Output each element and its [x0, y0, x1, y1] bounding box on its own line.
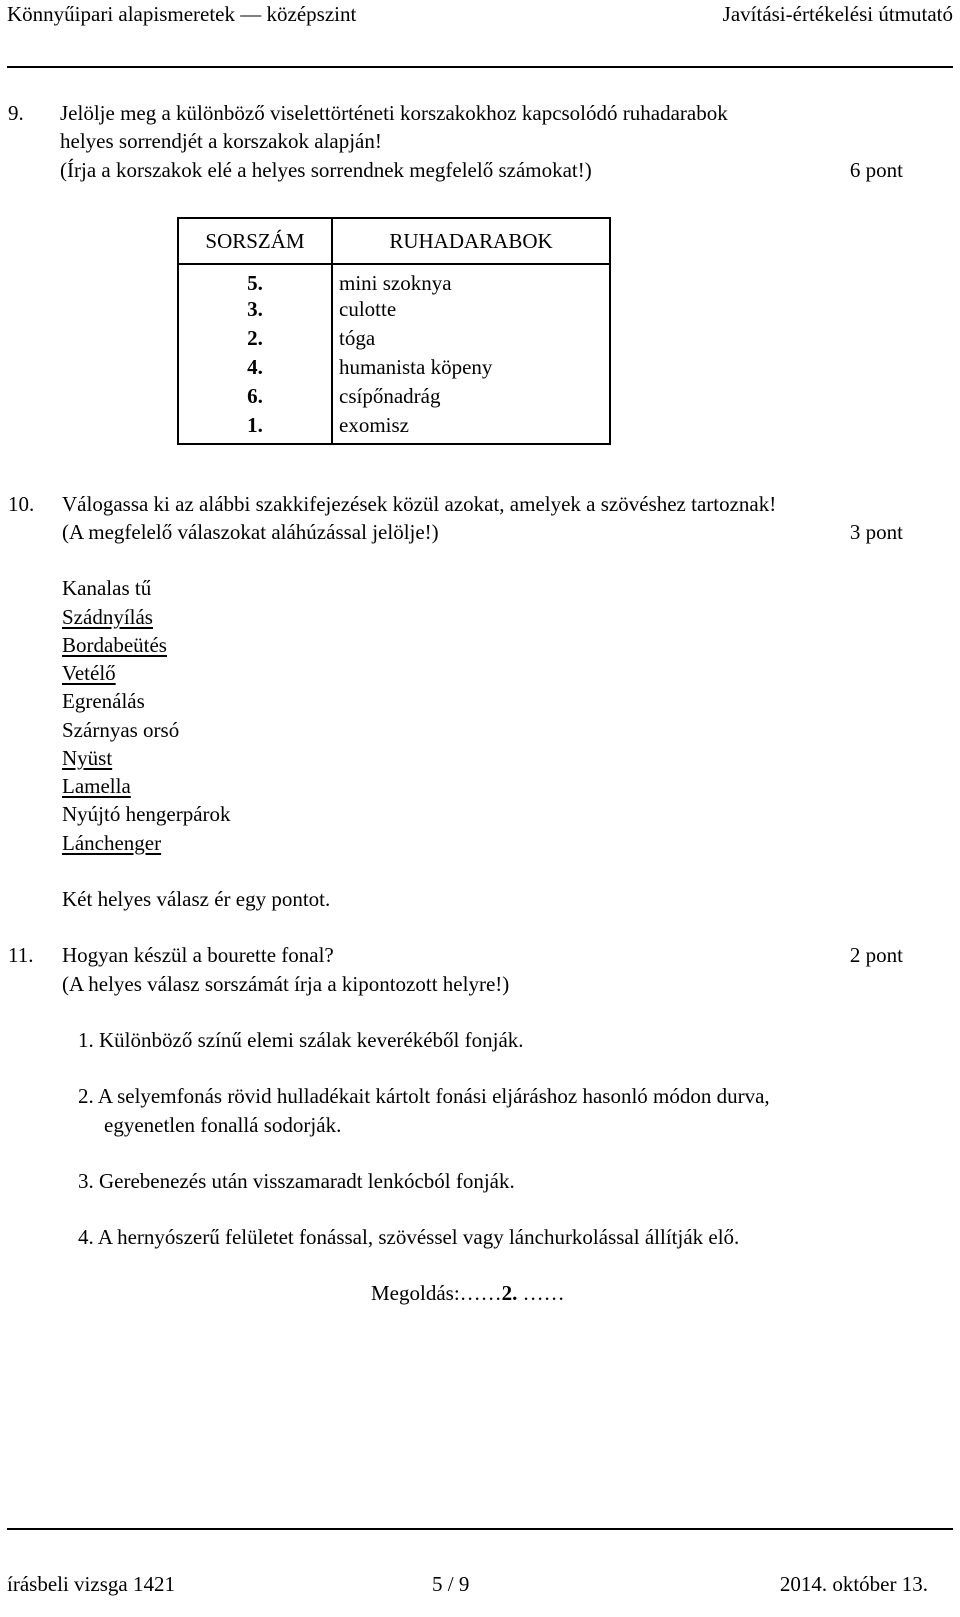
option-2-line2: egyenetlen fonallá sodorják.	[104, 1113, 342, 1137]
footer-center: 5 / 9	[432, 1572, 470, 1596]
row-number: 5.	[178, 264, 332, 295]
option-4: 4. A hernyószerű felületet fonással, szövéssel vagy lánchurkolással állítják elő.	[78, 1225, 740, 1249]
term-item-underlined: Szádnyílás	[62, 605, 153, 629]
header-rule	[7, 66, 953, 68]
table-row	[178, 295, 610, 324]
header-left: Könnyűipari alapismeretek — középszint	[7, 2, 357, 26]
solution-label: Megoldás:……	[371, 1281, 502, 1305]
q9-answer-table	[177, 217, 611, 445]
row-item: mini szoknya	[332, 264, 610, 295]
q11-line1: Hogyan készül a bourette fonal?	[62, 943, 334, 967]
term-item: Egrenálás	[62, 689, 145, 713]
option-3: 3. Gerebenezés után visszamaradt lenkócból fonják.	[78, 1169, 515, 1193]
term-item: Kanalas tű	[62, 576, 152, 600]
term-item: Nyújtó hengerpárok	[62, 802, 231, 826]
footer-rule	[7, 1528, 953, 1530]
row-number: 2.	[178, 324, 332, 353]
term-item-underlined: Lamella	[62, 774, 131, 798]
term-item-underlined: Nyüst	[62, 746, 113, 770]
option-2-line1: 2. A selyemfonás rövid hulladékait kártolt fonási eljáráshoz hasonló módon durva,	[78, 1084, 770, 1108]
q9-line2: helyes sorrendjét a korszakok alapján!	[60, 129, 382, 153]
table-header-ruhadarabok: RUHADARABOK	[332, 218, 610, 264]
q10-note: Két helyes válasz ér egy pontot.	[62, 887, 331, 911]
term-item-underlined: Bordabeütés	[62, 633, 167, 657]
table-row	[178, 324, 610, 353]
row-number: 4.	[178, 353, 332, 382]
row-item: culotte	[332, 295, 610, 324]
q10-points: 3 pont	[849, 520, 903, 544]
q9-line3: (Írja a korszakok elé a helyes sorrendnek megfelelő számokat!)	[60, 158, 592, 182]
row-item: humanista köpeny	[332, 353, 610, 382]
header-right: Javítási-értékelési útmutató	[722, 2, 953, 26]
q9-number: 9.	[8, 101, 24, 125]
q9-points: 6 pont	[849, 158, 903, 182]
row-item: tóga	[332, 324, 610, 353]
q9-line1: Jelölje meg a különböző viselettörténeti korszakokhoz kapcsolódó ruhadarabok	[60, 101, 728, 125]
row-item: csípőnadrág	[332, 382, 610, 411]
q10-line2: (A megfelelő válaszokat aláhúzással jelölje!)	[62, 520, 439, 544]
footer-left: írásbeli vizsga 1421	[7, 1572, 175, 1596]
q11-line2: (A helyes válasz sorszámát írja a kipontozott helyre!)	[62, 972, 510, 996]
term-item: Szárnyas orsó	[62, 718, 180, 742]
table-row	[178, 264, 610, 295]
term-item-underlined: Vetélő	[62, 661, 116, 685]
q11-points: 2 pont	[849, 943, 903, 967]
table-header-row	[178, 218, 610, 264]
table-row	[178, 382, 610, 411]
solution-line	[371, 1283, 565, 1304]
q10-line1: Válogassa ki az alábbi szakkifejezések közül azokat, amelyek a szövéshez tartoznak!	[62, 492, 777, 516]
row-number: 3.	[178, 295, 332, 324]
solution-tail: ……	[517, 1281, 565, 1305]
q10-number: 10.	[8, 492, 35, 516]
term-item-underlined: Lánchenger	[62, 831, 162, 855]
table-row	[178, 411, 610, 444]
row-number: 1.	[178, 411, 332, 444]
option-1: 1. Különböző színű elemi szálak keverékéből fonják.	[78, 1028, 524, 1052]
q11-number: 11.	[8, 943, 34, 967]
solution-value: 2.	[501, 1281, 518, 1305]
footer-right: 2014. október 13.	[779, 1572, 928, 1596]
table-header-sorszam: SORSZÁM	[178, 218, 332, 264]
table-row	[178, 353, 610, 382]
row-item: exomisz	[332, 411, 610, 444]
row-number: 6.	[178, 382, 332, 411]
